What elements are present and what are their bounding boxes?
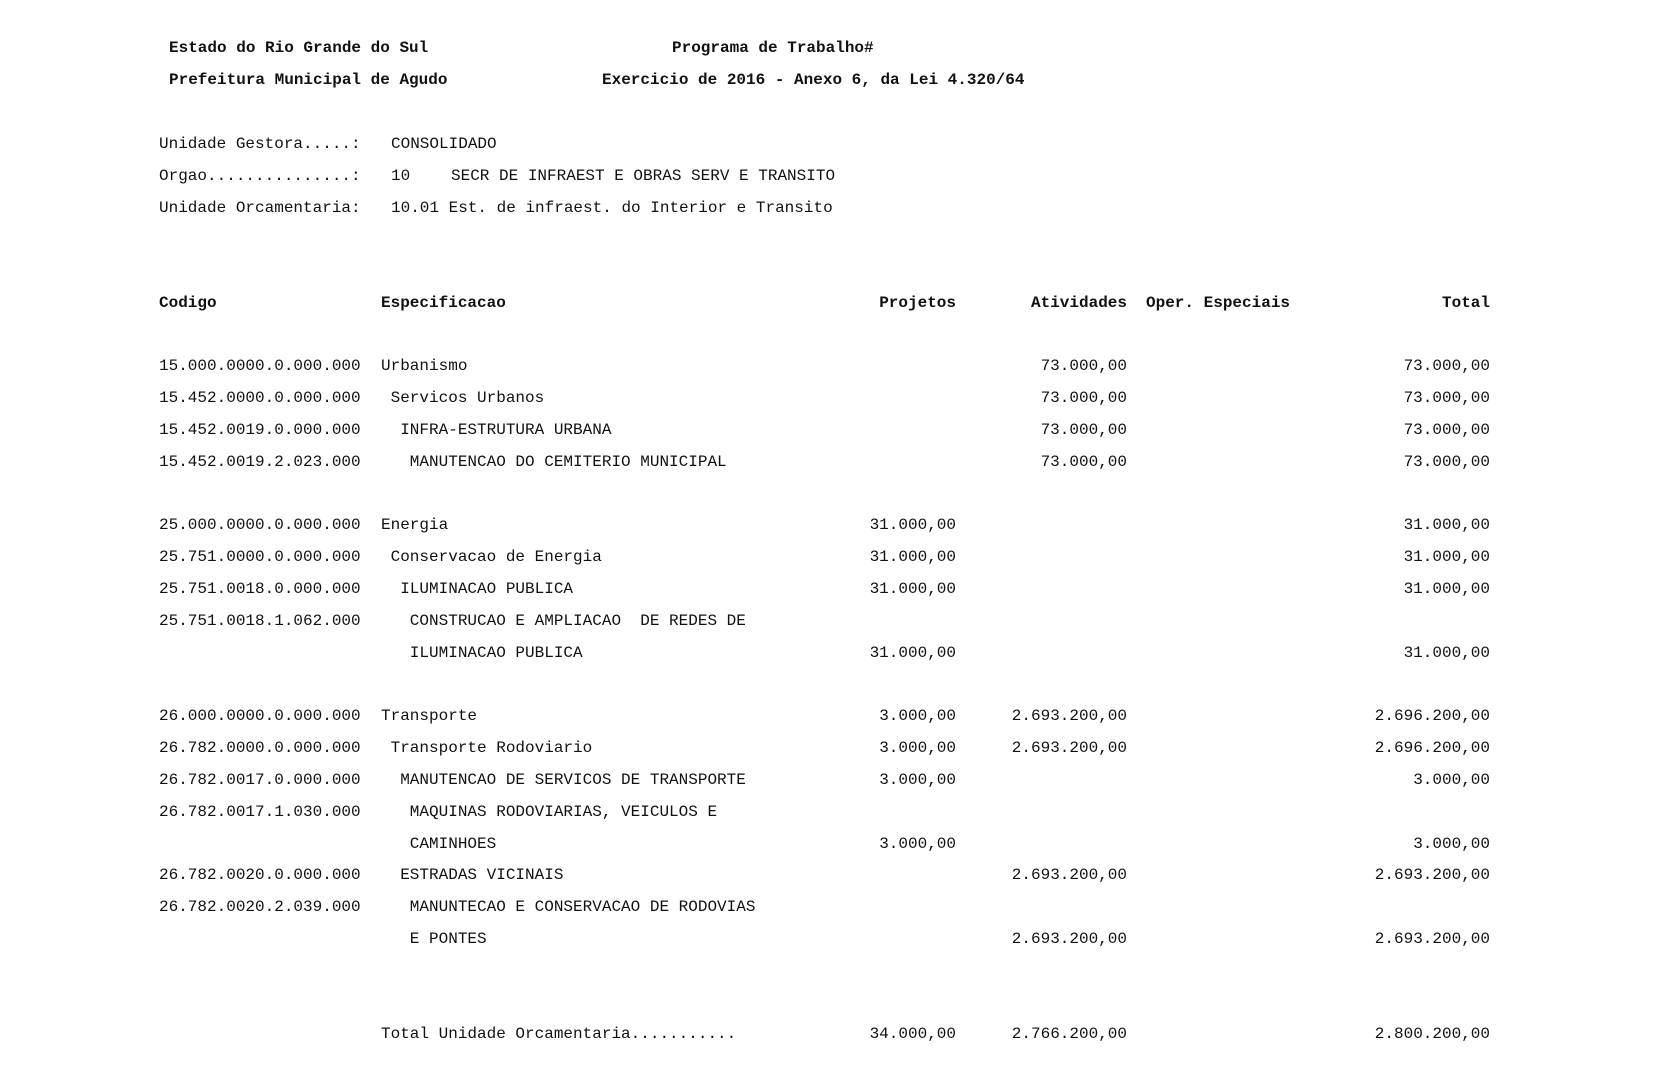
row-specification: Transporte Rodoviario xyxy=(381,739,593,757)
row-code: 15.452.0019.2.023.000 xyxy=(159,453,361,471)
total-geral: 2.800.200,00 xyxy=(1374,1025,1490,1043)
row-code: 15.452.0019.0.000.000 xyxy=(159,421,361,439)
row-code: 26.782.0020.2.039.000 xyxy=(159,898,361,916)
row-total: 73.000,00 xyxy=(1403,453,1490,471)
row-total: 73.000,00 xyxy=(1403,421,1490,439)
row-projetos: 3.000,00 xyxy=(879,771,956,789)
row-total: 31.000,00 xyxy=(1403,644,1490,662)
column-header-oper-especiais: Oper. Especiais xyxy=(1146,294,1291,312)
row-code: 25.751.0018.1.062.000 xyxy=(159,612,361,630)
row-code: 25.751.0000.0.000.000 xyxy=(159,548,361,566)
row-specification: Energia xyxy=(381,516,449,534)
row-atividades: 73.000,00 xyxy=(1040,421,1127,439)
state-name: Estado do Rio Grande do Sul xyxy=(169,39,429,57)
row-total: 2.696.200,00 xyxy=(1374,739,1490,757)
municipality-name: Prefeitura Municipal de Agudo xyxy=(169,71,448,89)
row-specification: Conservacao de Energia xyxy=(381,548,602,566)
orgao-code: 10 xyxy=(391,167,411,185)
row-specification: Transporte xyxy=(381,707,478,725)
unidade-gestora-label: Unidade Gestora.....: xyxy=(159,135,361,153)
row-specification: Servicos Urbanos xyxy=(381,389,545,407)
row-projetos: 3.000,00 xyxy=(879,739,956,757)
row-projetos: 3.000,00 xyxy=(879,835,956,853)
row-projetos: 31.000,00 xyxy=(869,516,956,534)
report-program-title: Programa de Trabalho# xyxy=(672,39,874,57)
row-projetos: 31.000,00 xyxy=(869,580,956,598)
row-specification: Urbanismo xyxy=(381,357,468,375)
row-specification: INFRA-ESTRUTURA URBANA xyxy=(381,421,612,439)
row-specification: CONSTRUCAO E AMPLIACAO DE REDES DE xyxy=(381,612,746,630)
unidade-orcamentaria-label: Unidade Orcamentaria: xyxy=(159,199,361,217)
unidade-orcamentaria-value: 10.01 Est. de infraest. do Interior e Transito xyxy=(391,199,833,217)
row-projetos: 3.000,00 xyxy=(879,707,956,725)
row-atividades: 2.693.200,00 xyxy=(1011,866,1127,884)
row-specification: MANUNTECAO E CONSERVACAO DE RODOVIAS xyxy=(381,898,756,916)
row-code: 15.000.0000.0.000.000 xyxy=(159,357,361,375)
row-code: 26.782.0020.0.000.000 xyxy=(159,866,361,884)
orgao-name: SECR DE INFRAEST E OBRAS SERV E TRANSITO xyxy=(451,167,836,185)
row-total: 73.000,00 xyxy=(1403,357,1490,375)
row-code: 26.000.0000.0.000.000 xyxy=(159,707,361,725)
row-code: 26.782.0017.1.030.000 xyxy=(159,803,361,821)
column-header-atividades: Atividades xyxy=(1030,294,1127,312)
row-specification: MANUTENCAO DO CEMITERIO MUNICIPAL xyxy=(381,453,727,471)
row-total: 3.000,00 xyxy=(1413,771,1490,789)
row-total: 2.693.200,00 xyxy=(1374,866,1490,884)
row-code: 15.452.0000.0.000.000 xyxy=(159,389,361,407)
row-total: 73.000,00 xyxy=(1403,389,1490,407)
row-projetos: 31.000,00 xyxy=(869,644,956,662)
row-total: 31.000,00 xyxy=(1403,580,1490,598)
total-projetos: 34.000,00 xyxy=(869,1025,956,1043)
total-atividades: 2.766.200,00 xyxy=(1011,1025,1127,1043)
row-atividades: 73.000,00 xyxy=(1040,453,1127,471)
row-specification: ILUMINACAO PUBLICA xyxy=(381,580,574,598)
row-code: 25.000.0000.0.000.000 xyxy=(159,516,361,534)
row-code: 26.782.0000.0.000.000 xyxy=(159,739,361,757)
row-atividades: 2.693.200,00 xyxy=(1011,739,1127,757)
column-header-especificacao: Especificacao xyxy=(381,294,506,312)
unidade-gestora-value: CONSOLIDADO xyxy=(391,135,497,153)
row-total: 3.000,00 xyxy=(1413,835,1490,853)
column-header-codigo: Codigo xyxy=(159,294,217,312)
row-specification: MAQUINAS RODOVIARIAS, VEICULOS E xyxy=(381,803,718,821)
column-header-total: Total xyxy=(1441,294,1490,312)
column-header-projetos: Projetos xyxy=(879,294,956,312)
row-total: 2.696.200,00 xyxy=(1374,707,1490,725)
row-atividades: 73.000,00 xyxy=(1040,357,1127,375)
row-specification: ILUMINACAO PUBLICA xyxy=(381,644,583,662)
row-specification: MANUTENCAO DE SERVICOS DE TRANSPORTE xyxy=(381,771,746,789)
row-total: 31.000,00 xyxy=(1403,516,1490,534)
row-atividades: 2.693.200,00 xyxy=(1011,707,1127,725)
total-label: Total Unidade Orcamentaria........... xyxy=(381,1025,737,1043)
row-projetos: 31.000,00 xyxy=(869,548,956,566)
row-specification: CAMINHOES xyxy=(381,835,497,853)
row-code: 25.751.0018.0.000.000 xyxy=(159,580,361,598)
row-code: 26.782.0017.0.000.000 xyxy=(159,771,361,789)
row-total: 2.693.200,00 xyxy=(1374,930,1490,948)
orgao-label: Orgao...............: xyxy=(159,167,361,185)
row-specification: E PONTES xyxy=(381,930,487,948)
row-atividades: 2.693.200,00 xyxy=(1011,930,1127,948)
row-atividades: 73.000,00 xyxy=(1040,389,1127,407)
row-total: 31.000,00 xyxy=(1403,548,1490,566)
report-exercise: Exercicio de 2016 - Anexo 6, da Lei 4.320/64 xyxy=(602,71,1025,89)
row-specification: ESTRADAS VICINAIS xyxy=(381,866,564,884)
